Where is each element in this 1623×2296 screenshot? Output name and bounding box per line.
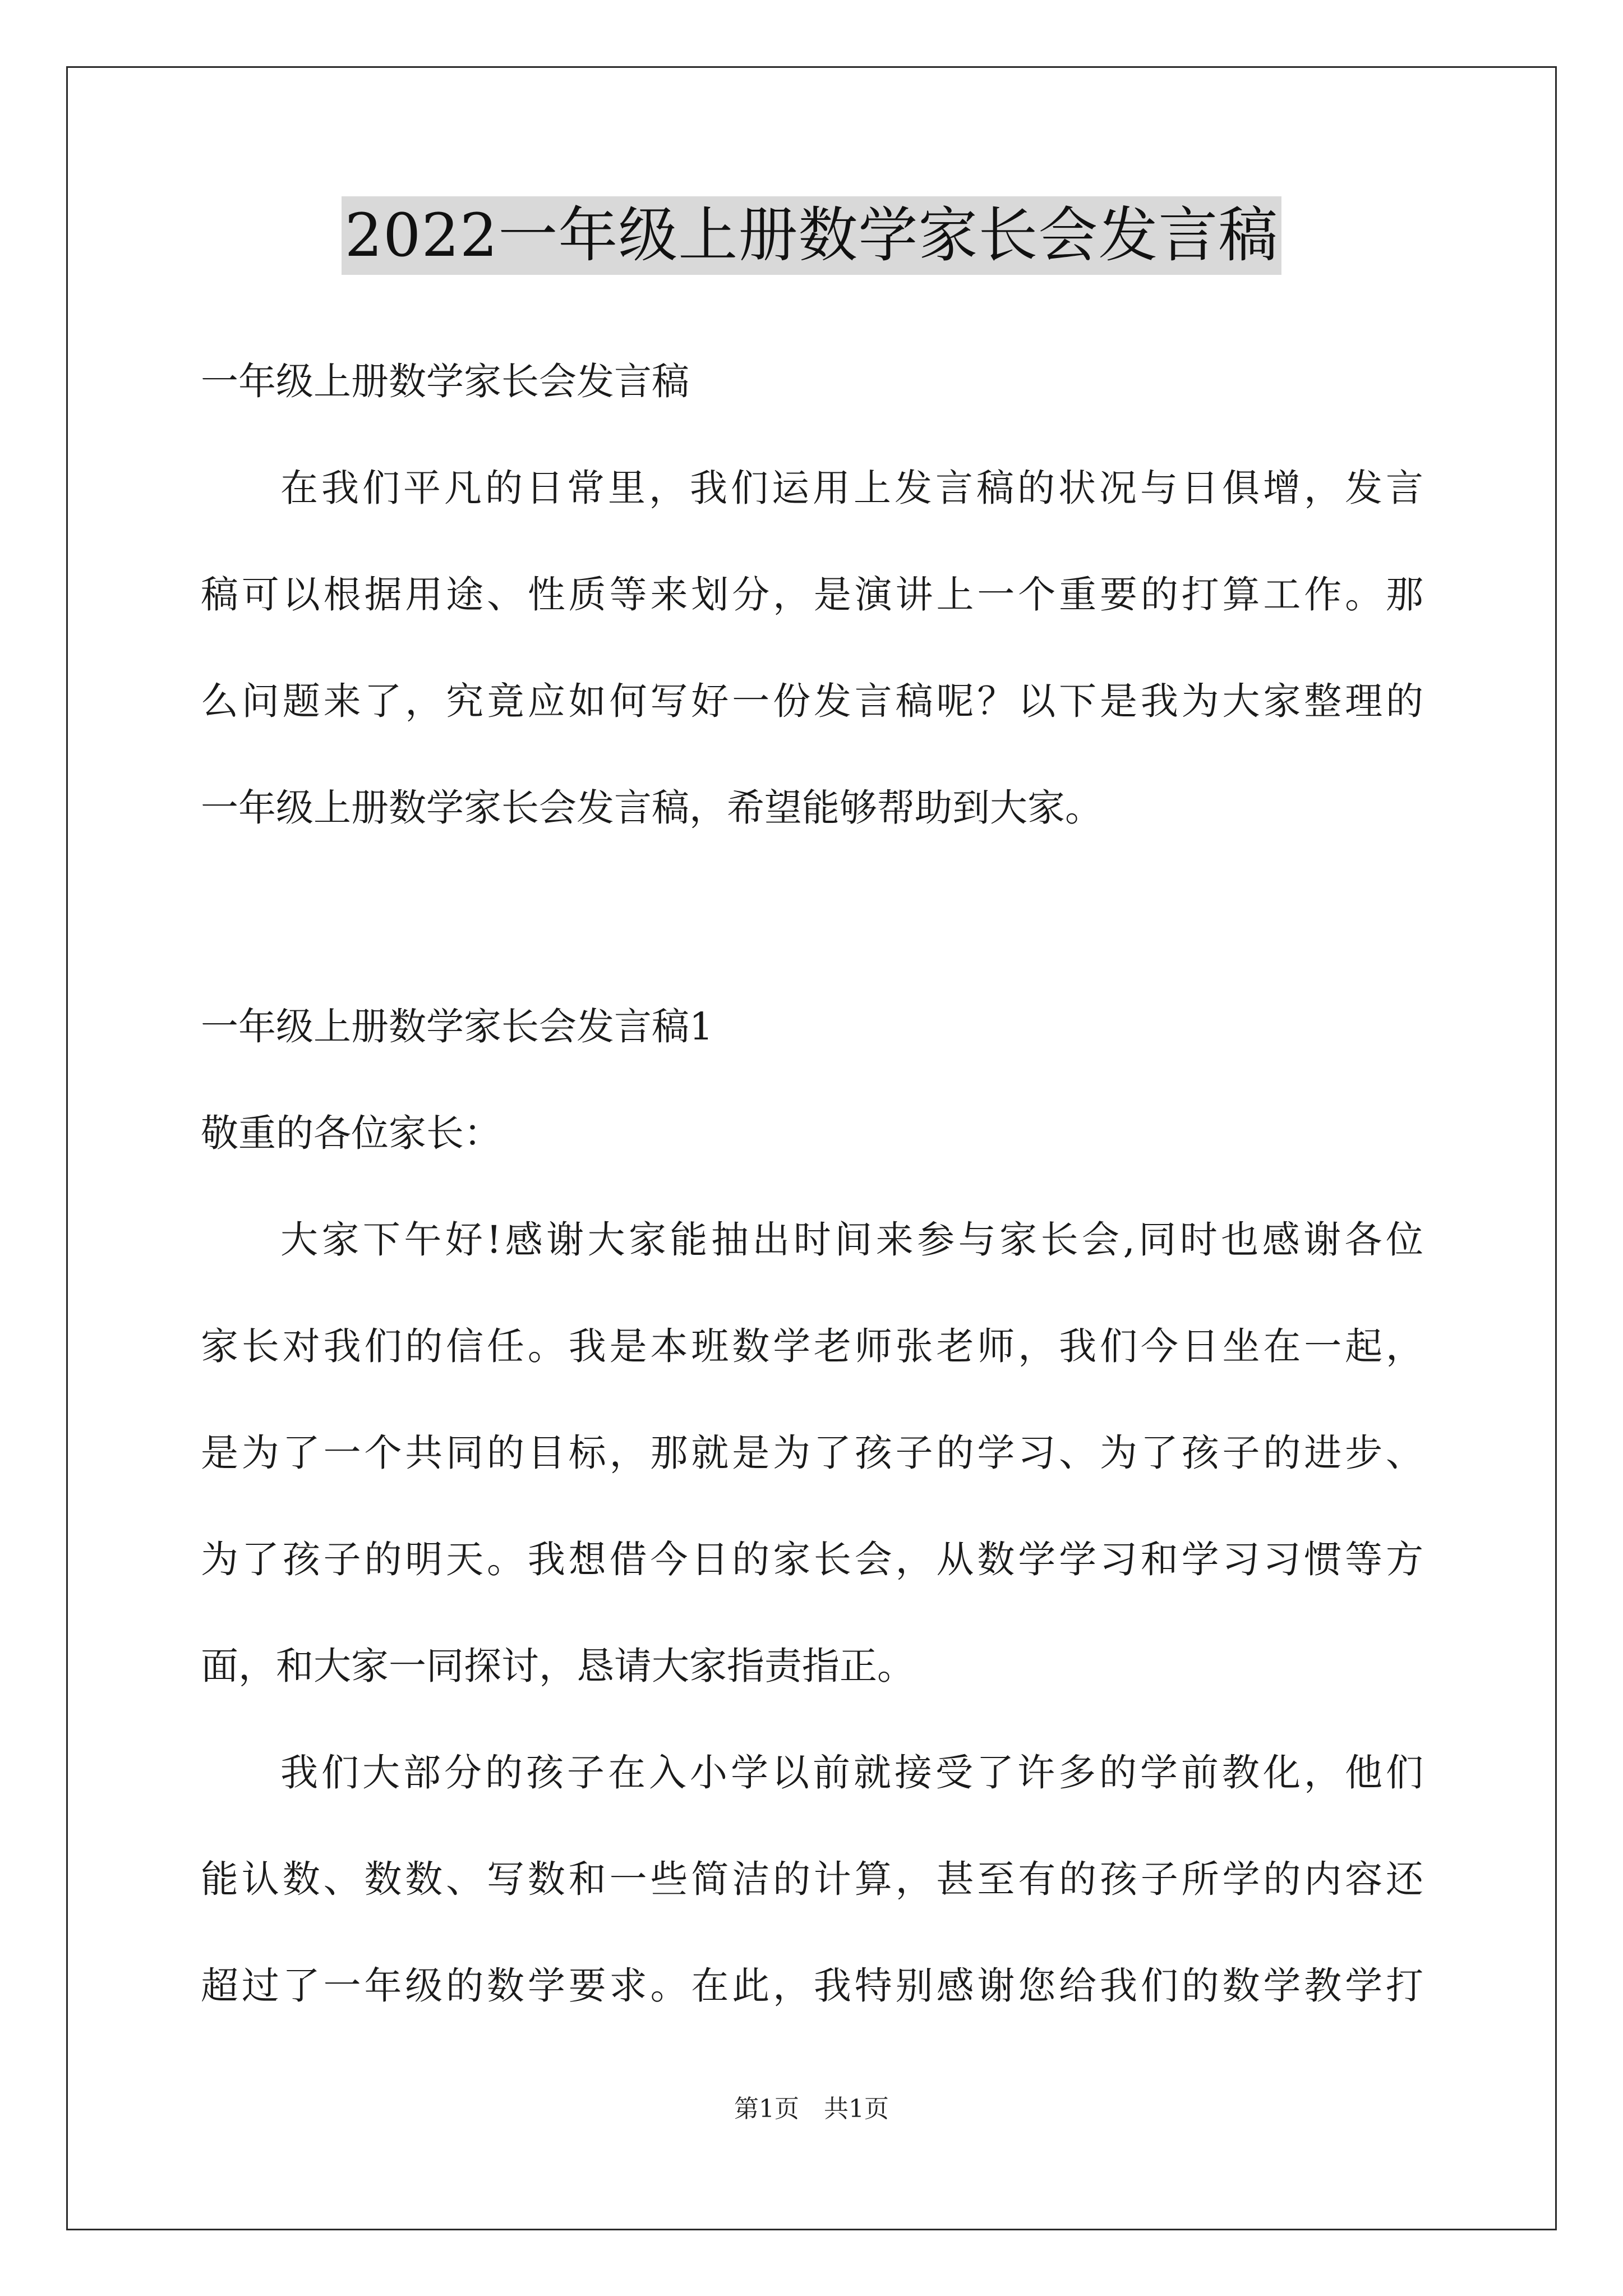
document-title: 2022一年级上册数学家长会发言稿: [342, 196, 1282, 275]
paragraph-line: 面，和大家一同探讨，恳请大家指责指正。: [201, 1644, 915, 1688]
intro-line: 一年级上册数学家长会发言稿，希望能够帮助到大家。: [201, 786, 1103, 830]
intro-line: 么问题来了，究竟应如何写好一份发言稿呢？以下是我为大家整理的: [201, 679, 1423, 723]
paragraph-line: 为了孩子的明天。我想借今日的家长会，从数学学习和学习习惯等方: [201, 1538, 1423, 1581]
salutation: 敬重的各位家长：: [201, 1111, 501, 1155]
title-container: [0, 196, 1623, 275]
paragraph-line: 大家下午好!感谢大家能抽出时间来参与家长会,同时也感谢各位: [280, 1218, 1423, 1262]
section-heading: 一年级上册数学家长会发言稿1: [201, 1005, 713, 1048]
paragraph-line: 能认数、数数、写数和一些简洁的计算，甚至有的孩子所学的内容还: [201, 1857, 1423, 1901]
paragraph-line: 我们大部分的孩子在入小学以前就接受了许多的学前教化，他们: [280, 1751, 1423, 1795]
intro-line: 稿可以根据用途、性质等来划分，是演讲上一个重要的打算工作。那: [201, 573, 1423, 616]
paragraph-line: 超过了一年级的数学要求。在此，我特别感谢您给我们的数学教学打: [201, 1964, 1423, 2008]
intro-line: 在我们平凡的日常里，我们运用上发言稿的状况与日俱增，发言: [280, 466, 1423, 510]
paragraph-line: 是为了一个共同的目标，那就是为了孩子的学习、为了孩子的进步、: [201, 1431, 1423, 1475]
page-footer: 第1页 共1页: [734, 2095, 889, 2123]
document-subtitle: 一年级上册数学家长会发言稿: [201, 360, 689, 403]
paragraph-line: 家长对我们的信任。我是本班数学老师张老师，我们今日坐在一起，: [201, 1324, 1423, 1368]
